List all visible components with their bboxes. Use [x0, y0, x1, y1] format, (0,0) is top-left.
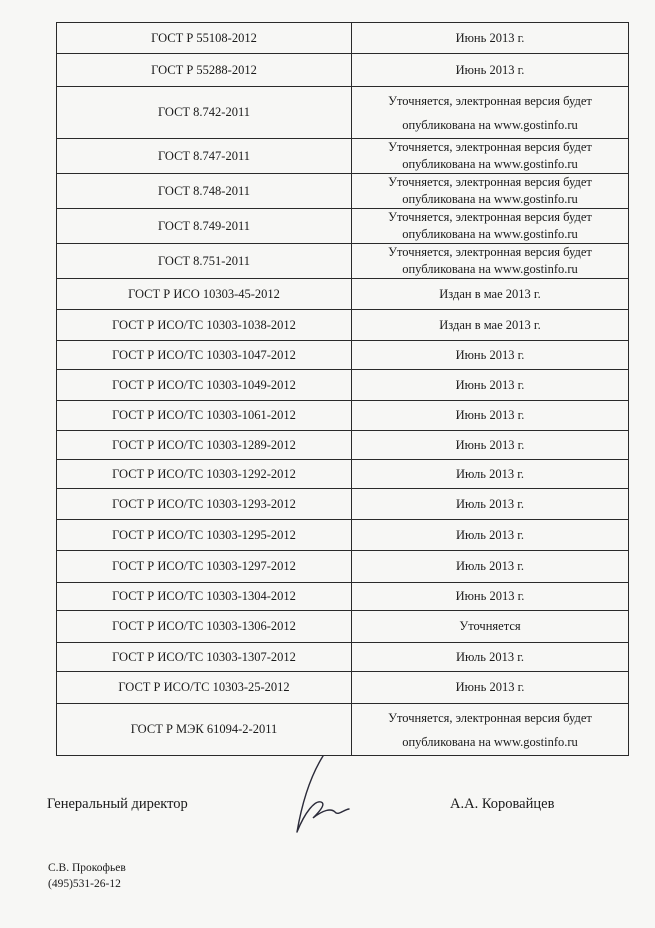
table-row: [57, 431, 629, 460]
standard-code: ГОСТ Р ИСО/ТС 10303-1292-2012: [57, 460, 352, 489]
table-row: [57, 87, 629, 139]
signatory-title: Генеральный директор: [47, 796, 188, 812]
standard-code: ГОСТ 8.748-2011: [57, 174, 352, 209]
standard-code: ГОСТ Р ИСО/ТС 10303-1293-2012: [57, 489, 352, 520]
table-row: [57, 672, 629, 704]
publication-status: Июль 2013 г.: [352, 460, 629, 489]
standard-code: ГОСТ Р ИСО/ТС 10303-1297-2012: [57, 551, 352, 583]
table-row: [57, 244, 629, 279]
handwritten-signature: [283, 752, 363, 842]
publication-status: Уточняется, электронная версия будет опубликована на www.gostinfo.ru: [352, 704, 629, 756]
table-row: [57, 209, 629, 244]
publication-status: Уточняется, электронная версия будет опубликована на www.gostinfo.ru: [352, 209, 629, 244]
table-row: [57, 583, 629, 611]
standard-code: ГОСТ Р ИСО/ТС 10303-1289-2012: [57, 431, 352, 460]
standard-code: ГОСТ 8.751-2011: [57, 244, 352, 279]
standard-code: ГОСТ Р МЭК 61094-2-2011: [57, 704, 352, 756]
publication-status: Уточняется: [352, 611, 629, 643]
publication-status: Июнь 2013 г.: [352, 583, 629, 611]
publication-status: Июль 2013 г.: [352, 643, 629, 672]
publication-status: Июнь 2013 г.: [352, 54, 629, 87]
publication-status: Июль 2013 г.: [352, 520, 629, 551]
table-row: [57, 174, 629, 209]
publication-status: Июнь 2013 г.: [352, 341, 629, 370]
publication-status: Уточняется, электронная версия будет опубликована на www.gostinfo.ru: [352, 174, 629, 209]
executor-name: С.В. Прокофьев: [48, 862, 126, 874]
table-row: [57, 23, 629, 54]
table-row: [57, 489, 629, 520]
standard-code: ГОСТ Р ИСО/ТС 10303-1307-2012: [57, 643, 352, 672]
standard-code: ГОСТ Р ИСО/ТС 10303-1061-2012: [57, 401, 352, 431]
table-row: [57, 279, 629, 310]
table-row: [57, 370, 629, 401]
publication-status: Издан в мае 2013 г.: [352, 279, 629, 310]
table-row: [57, 310, 629, 341]
standard-code: ГОСТ 8.749-2011: [57, 209, 352, 244]
signatory-name: А.А. Коровайцев: [450, 796, 555, 812]
standard-code: ГОСТ Р ИСО/ТС 10303-25-2012: [57, 672, 352, 704]
standards-table: [56, 22, 629, 756]
standard-code: ГОСТ Р ИСО/ТС 10303-1047-2012: [57, 341, 352, 370]
standard-code: ГОСТ Р ИСО/ТС 10303-1304-2012: [57, 583, 352, 611]
table-row: [57, 401, 629, 431]
publication-status: Июнь 2013 г.: [352, 431, 629, 460]
table-row: [57, 704, 629, 756]
standard-code: ГОСТ 8.747-2011: [57, 139, 352, 174]
publication-status: Уточняется, электронная версия будет опубликована на www.gostinfo.ru: [352, 87, 629, 139]
standard-code: ГОСТ 8.742-2011: [57, 87, 352, 139]
table-row: [57, 460, 629, 489]
publication-status: Уточняется, электронная версия будет опубликована на www.gostinfo.ru: [352, 139, 629, 174]
publication-status: Июнь 2013 г.: [352, 370, 629, 401]
standard-code: ГОСТ Р ИСО/ТС 10303-1049-2012: [57, 370, 352, 401]
table-row: [57, 551, 629, 583]
table-row: [57, 643, 629, 672]
standard-code: ГОСТ Р ИСО 10303-45-2012: [57, 279, 352, 310]
publication-status: Июнь 2013 г.: [352, 672, 629, 704]
publication-status: Июль 2013 г.: [352, 489, 629, 520]
table-row: [57, 54, 629, 87]
standard-code: ГОСТ Р ИСО/ТС 10303-1306-2012: [57, 611, 352, 643]
publication-status: Июнь 2013 г.: [352, 401, 629, 431]
standard-code: ГОСТ Р 55288-2012: [57, 54, 352, 87]
publication-status: Уточняется, электронная версия будет опубликована на www.gostinfo.ru: [352, 244, 629, 279]
table-row: [57, 520, 629, 551]
table-row: [57, 611, 629, 643]
standard-code: ГОСТ Р ИСО/ТС 10303-1038-2012: [57, 310, 352, 341]
executor-phone: (495)531-26-12: [48, 878, 121, 890]
standard-code: ГОСТ Р ИСО/ТС 10303-1295-2012: [57, 520, 352, 551]
table-row: [57, 139, 629, 174]
executor-info: [48, 860, 126, 892]
standard-code: ГОСТ Р 55108-2012: [57, 23, 352, 54]
table-row: [57, 341, 629, 370]
publication-status: Издан в мае 2013 г.: [352, 310, 629, 341]
publication-status: Июль 2013 г.: [352, 551, 629, 583]
publication-status: Июнь 2013 г.: [352, 23, 629, 54]
